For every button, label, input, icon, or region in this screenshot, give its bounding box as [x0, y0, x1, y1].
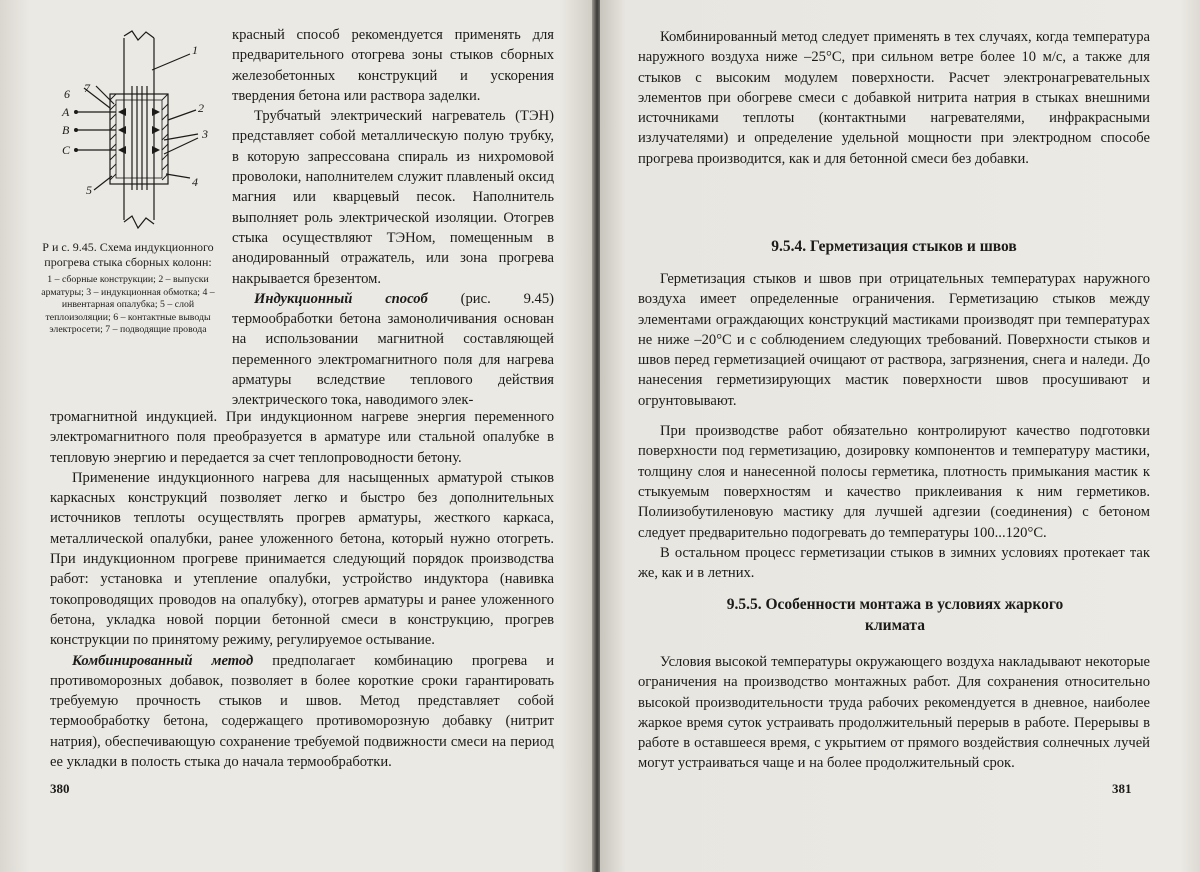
paragraph: Трубчатый электрический нагреватель (ТЭН) представляет собой металлическую полую трубку, в которую запрессована спираль из нихромовой проволоки, наполнителем служит плавленый оксид магния или кварцевый песок. Наполнитель выполняет роль электрической изоляции. Отогрев стыка осуществляют ТЭНом, помещенным в анодированный отражатель, или зона прогрева накрывается брезентом. [232, 108, 554, 287]
paragraph: красный способ рекомендуется применять для предварительного отогрева зоны стыков сборных железобетонных конструкций и ускорения твердения бетона или раствора заделки. [232, 27, 554, 104]
figure-caption-title: Р и с. 9.45. Схема индукционного прогрева стыка сборных колонн: [42, 240, 214, 269]
figure-label-2: 2 [198, 101, 204, 115]
paragraph [50, 651, 554, 773]
figure-label-a: A [62, 105, 70, 119]
section-heading-9-5-5: 9.5.5. Особенности монтажа в условиях жаркого климата [726, 596, 1064, 634]
section-heading-9-5-4: 9.5.4. Герметизация стыков и швов [771, 238, 1017, 255]
right-text-top [638, 27, 1150, 169]
right-page [600, 0, 1200, 872]
left-fullwidth-text [50, 407, 554, 772]
figure-label-4: 4 [192, 175, 198, 189]
term-combined-method: Комбинированный метод [72, 652, 254, 669]
left-page [0, 0, 594, 872]
figure-label-6: 6 [64, 87, 70, 101]
page-number-left: 380 [50, 781, 70, 796]
figure-label-3: 3 [202, 127, 208, 141]
paragraph: Применение индукционного нагрева для насыщенных арматурой стыков каркасных конструкций позволяет легко и быстро без дополнительных источников теплоты осуществлять прогрев арматуры, жесткого каркаса, металлической опалубки, ранее уложенного бетона, который нужно отогреть. При индукционном прогреве принимается следующий порядок производства работ: установка и утепление опалубки, устройство индуктора (навивка токопроводящих проводов на опалубку), отогрев арматуры и ранее уложенного бетона, укладка новой порции бетонной смеси в конструкцию, прогрев конструкции по принятому режиму, регулируемое остывание. [50, 469, 554, 649]
paragraph: Герметизация стыков и швов при отрицательных температурах наружного воздуха имеет определенные ограничения. Герметизацию стыков между элементами ограждающих конструкций мастиками производят при температурах не ниже –20°С и с соблюдением следующих требований. Поверхности стыков и швов перед герметизацией очищают от раствора, загрязнения, снега и наледи. До нанесения герметизирующих мастик поверхности швов просушивают и огрунтовывают. [638, 271, 1150, 409]
figure-label-5: 5 [86, 183, 92, 197]
paragraph-text: предполагает комбинацию прогрева и противоморозных добавок, позволяет в более короткие сроки гарантировать требуемую прочность стыков и швов. Метод представляет собой термообработку бетона, содержащего противоморозную добавку (нитрит натрия), обеспечивающую сохранение требуемой подвижности смеси на период ее укладки в полость стыка до начала термообработки. [50, 652, 555, 771]
right-text-middle [638, 247, 1150, 583]
paragraph: При производстве работ обязательно контролируют качество подготовки поверхности под герметизацию, дозировку компонентов и температуру мастики, толщину слоя и нанесенной полосы герметика, плотность примыкания мастик к стыкуемым поверхностям и качество приклеивания к ним герметиков. Полиизобутиленовую мастику для лучшей адгезии (соединения) с бетоном следует предварительно подогревать до температуры 100...120°С. [638, 423, 1150, 541]
page-number-right: 381 [1112, 781, 1132, 796]
left-column-text [232, 25, 554, 411]
paragraph: тромагнитной индукцией. При индукционном нагреве энергия переменного электромагнитного поля преобразуется в арматуре или стальной опалубке в тепловую энергию и передается за счет теплопроводности бетону. [50, 409, 554, 466]
figure-label-c: C [62, 143, 71, 157]
paragraph: Условия высокой температуры окружающего воздуха накладывают некоторые ограничения на производство монтажных работ. Для сохранения относительно высокой производительности труда рабочих рекомендуется в дневное, наиболее жаркое время суток устраивать продолжительный перерыв в работе. Перерывы в работе в оставшееся время, с укрытием от прямого воздействия солнечных лучей могут устраиваться чаще и на более продолжительный срок. [638, 654, 1150, 772]
figure-label-1: 1 [192, 43, 198, 57]
paragraph: В остальном процесс герметизации стыков в зимних условиях протекает так же, как и в летних. [638, 544, 1150, 582]
paragraph [232, 289, 554, 411]
right-text-bottom [638, 652, 1150, 774]
term-induction-method: Индукционный способ [254, 290, 428, 307]
figure-caption-legend: 1 – сборные конструкции; 2 – выпуски арматуры; 3 – индукционная обмотка; 4 – инвентарная опалубка; 5 – слой теплоизоляции; 6 – контактные выводы электросети; 7 – подводящие провода [41, 274, 215, 336]
paragraph-text: (рис. 9.45) термообработки бетона замоноличивания основан на использовании магнитной составляющей переменного электромагнитного поля для нагрева арматуры вследствие теплового действия электрического тока, наводимого элек- [232, 290, 554, 409]
paragraph: Комбинированный метод следует применять в тех случаях, когда температура наружного воздуха ниже –25°С, при сильном ветре более 10 м/с, а также для стыков с высоким модулем поверхности. Расчет электронагревательных элементов при обогреве смеси с добавкой нитрита натрия в стыках внешними источниками теплоты (контактными нагревателями, инфракрасными излучателями) и определение удельной мощности при электродном способе прогрева производится, как и для бетонной смеси без добавки. [638, 29, 1150, 167]
figure-caption [36, 240, 220, 337]
figure-label-7: 7 [84, 81, 90, 95]
figure-9-45-column-joint-diagram [40, 30, 240, 238]
figure-label-b: B [62, 123, 70, 137]
